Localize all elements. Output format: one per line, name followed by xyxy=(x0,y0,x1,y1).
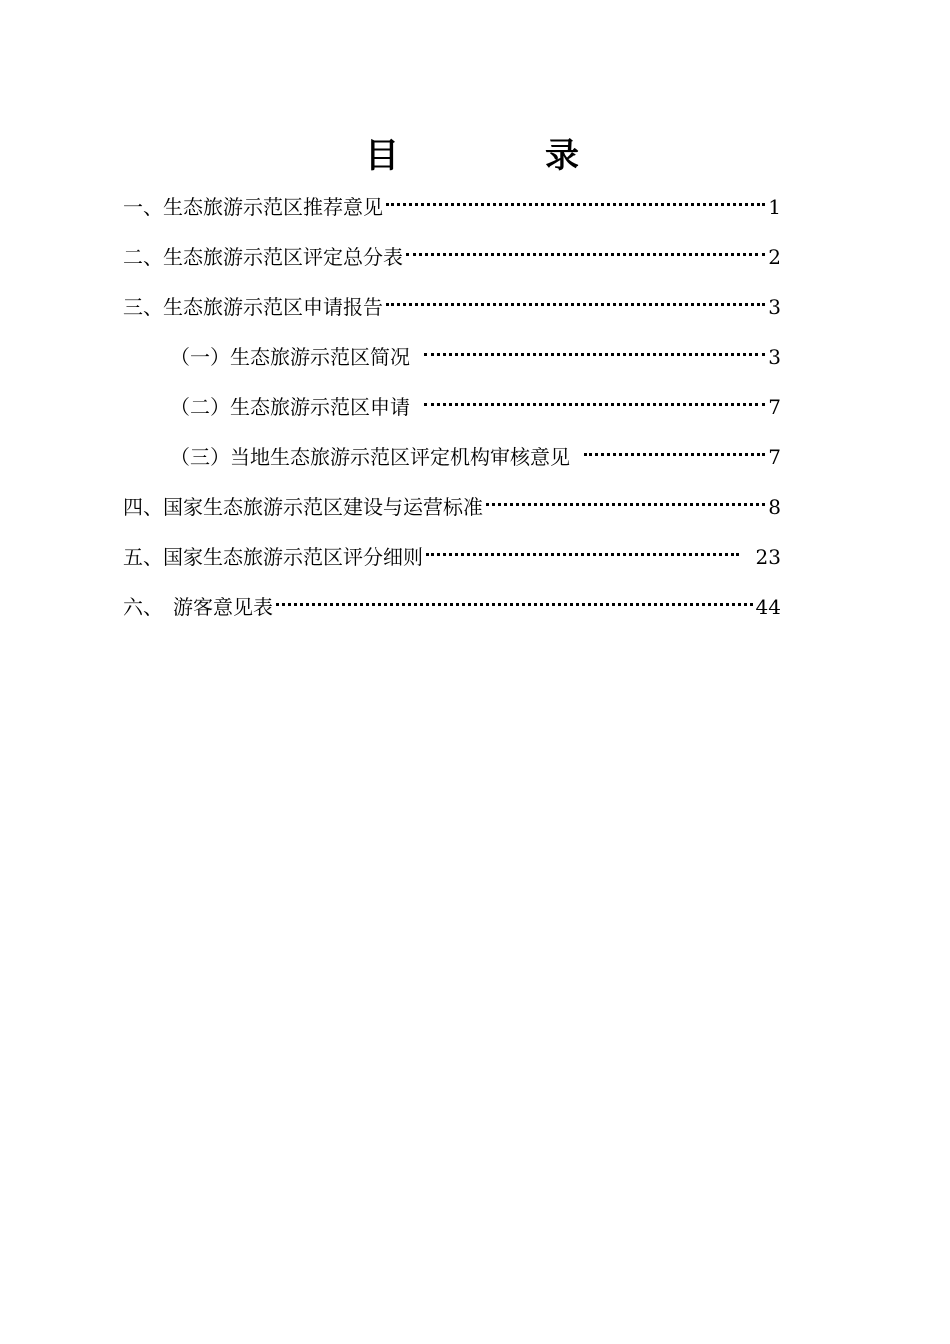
toc-dot-leader xyxy=(386,283,765,306)
toc-subentry[interactable] xyxy=(123,432,781,482)
toc-entry-label: 一、生态旅游示范区推荐意见 xyxy=(123,195,383,219)
toc-entry-label: 三、生态旅游示范区申请报告 xyxy=(123,295,383,319)
toc-dot-leader xyxy=(386,183,765,206)
toc-title: 目 录 xyxy=(365,136,635,176)
toc-page-number: 44 xyxy=(755,595,781,619)
toc-entry[interactable] xyxy=(123,582,781,632)
toc-page-number: 3 xyxy=(768,345,781,369)
table-of-contents xyxy=(123,182,781,632)
toc-page-number: 7 xyxy=(768,445,781,469)
toc-dot-leader xyxy=(486,483,765,506)
toc-page-number: 1 xyxy=(768,195,781,219)
toc-page-number: 3 xyxy=(768,295,781,319)
toc-page-number: 8 xyxy=(768,495,781,519)
toc-subentry[interactable] xyxy=(123,332,781,382)
toc-subentry[interactable] xyxy=(123,382,781,432)
toc-entry-label: （二）生态旅游示范区申请 xyxy=(170,395,410,419)
toc-page-number: 23 xyxy=(755,545,781,569)
toc-page-number: 2 xyxy=(768,245,781,269)
toc-entry-label: 二、生态旅游示范区评定总分表 xyxy=(123,245,403,269)
toc-entry[interactable] xyxy=(123,182,781,232)
toc-entry-label: 五、国家生态旅游示范区评分细则 xyxy=(123,545,423,569)
toc-entry-label: （三）当地生态旅游示范区评定机构审核意见 xyxy=(170,445,570,469)
toc-dot-leader xyxy=(276,583,753,606)
toc-dot-leader xyxy=(584,433,765,456)
toc-page-number: 7 xyxy=(768,395,781,419)
toc-entry-label: （一）生态旅游示范区简况 xyxy=(170,345,410,369)
toc-dot-leader xyxy=(406,233,765,256)
toc-entry[interactable] xyxy=(123,232,781,282)
toc-dot-leader xyxy=(424,383,765,406)
toc-entry-label: 六、 游客意见表 xyxy=(123,595,273,619)
toc-dot-leader xyxy=(424,333,765,356)
toc-entry[interactable] xyxy=(123,482,781,532)
toc-entry[interactable] xyxy=(123,532,781,582)
toc-entry[interactable] xyxy=(123,282,781,332)
toc-entry-label: 四、国家生态旅游示范区建设与运营标准 xyxy=(123,495,483,519)
toc-dot-leader xyxy=(426,533,739,556)
